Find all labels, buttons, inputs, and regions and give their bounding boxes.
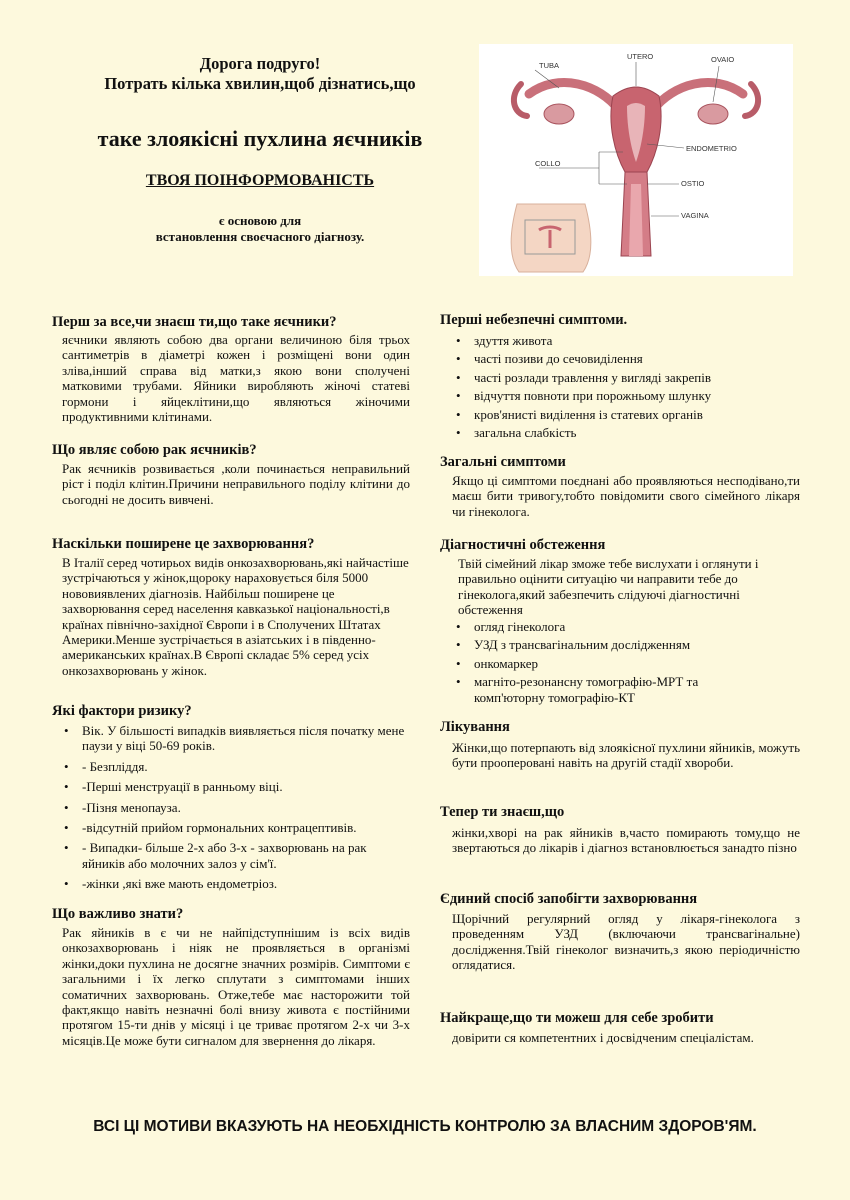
list-item: • часті позиви до сечовиділення <box>452 351 802 366</box>
first-symptoms-list <box>452 333 802 443</box>
what-cancer-title: Що являє собою рак яєчників? <box>52 442 257 458</box>
label-tuba: TUBA <box>539 61 560 70</box>
prevalence-text: В Італії серед чотирьох видів онкозахворювань,які найчастіше зустрічаються у жінок,щороку нараховується біля 5000 нововиявлених діагнозів. Найбільш поширене це захворювання серед населення кавказької національності,в країнах північно-західної Європи і в Сполучених Штатах Америки.Менше зустрічається в азіатських і в південно-американських країнах.В Європі складає 5% серед усіх онкозахворювань у жінок. <box>62 555 409 678</box>
list-item: • - Випадки- більше 2-х або 3-х - захворювань на рак яйників або молочних залоз у сім'ї. <box>60 840 410 871</box>
list-item: • часті розлади травлення у вигляді закрепів <box>452 370 802 385</box>
label-utero: UTERO <box>627 52 654 61</box>
list-item: • відчуття повноти при порожньому шлунку <box>452 388 802 403</box>
basis-text <box>20 213 500 245</box>
list-item: • УЗД з трансвагінальним дослідженням <box>452 637 800 652</box>
subtitle: ТВОЯ ПОІНФОРМОВАНІСТЬ <box>145 172 375 189</box>
prevention-title: Єдиний спосіб запобігти захворювання <box>440 891 698 907</box>
list-item: • онкомаркер <box>452 656 800 671</box>
risk-factors-list <box>60 723 410 897</box>
general-symptoms-title: Загальні симптоми <box>440 454 566 470</box>
important-text: Рак яйників в є чи не найпідступнішим із всіх видів онкозахворювань і ніяк не проявляється в організмі жінки,доки пухлина не досягне значних розмірів. Симптоми є загальними і їх легко сплутати з симптомами інших соматичних захворювань. Отже,тебе має насторожити той факт,якщо навіть незначні болі внизу живота є постійними протягом 15-ти днів у місяці і це триває протягом 2-х чи 3-х місяців.Це може бути сигналом для звернення до лікаря. <box>62 925 410 1048</box>
what-ovaries-text: яєчники являють собою два органи величиною біля трьох сантиметрів в діаметрі кожен і розміщені вони один зліва,інший справа від матки,з якою вони сполучені матковими трубами. Яйники виробляють жіночі статеві гормони і яйцеклітини,що являються жіночими продуктивними клітинами. <box>62 332 410 425</box>
list-item: • магніто-резонансну томографію-МРТ та комп'юторну томографію-КТ <box>452 674 800 705</box>
list-item: • Вік. У більшості випадків виявляється після початку мене паузи у віці 50-69 років. <box>60 723 410 754</box>
greeting: Дорога подруго! <box>199 54 321 73</box>
prevention-text: Щорічний регулярний огляд у лікаря-гінеколога з проведенням УЗД (включаючи трансвагінальне) дослідження.Твій гінеколог визначить,з якою періодичністю оглядатися. <box>452 911 800 973</box>
list-item: • -Пізня менопауза. <box>60 800 410 815</box>
now-you-know-text: жінки,хворі на рак яйників в,часто помирають тому,що не звертаються до лікарів і діагноз встановлюється занадто пізно <box>452 825 800 856</box>
label-collo: COLLO <box>535 159 561 168</box>
basis-line-1: є основою для <box>218 213 302 228</box>
list-item: • загальна слабкість <box>452 425 802 440</box>
diagnostics-title: Діагностичні обстеження <box>440 537 606 553</box>
list-item: • здуття живота <box>452 333 802 348</box>
label-endometrio: ENDOMETRIO <box>686 144 737 153</box>
list-item: • -жінки ,які вже мають ендометріоз. <box>60 876 410 891</box>
label-ostio: OSTIO <box>681 179 705 188</box>
uterus-illustration <box>479 44 793 276</box>
diagnostics-text: Твій сімейний лікар зможе тебе вислухати і оглянути і правильно оцінити ситуацію чи направити тебе до гінеколога,який забезпечить слідуючі діагностичні обстеження <box>458 556 759 618</box>
best-text: довірити ся компетентних і досвідченим спеціалістам. <box>452 1030 754 1045</box>
list-item: • -Перші менструації в ранньому віці. <box>60 779 410 794</box>
general-symptoms-text: Якщо ці симптоми поєднані або проявляються несподівано,ти маєш бити тривогу,тобто повідомити свого сімейного лікаря чи гінеколога. <box>452 473 800 519</box>
list-item: • кров'янисті виділення із статевих органів <box>452 407 802 422</box>
label-vagina: VAGINA <box>681 211 709 220</box>
important-title: Що важливо знати? <box>52 906 184 922</box>
list-item: • -відсутній прийом гормональних контрацептивів. <box>60 820 410 835</box>
prevalence-title: Наскільки поширене це захворювання? <box>52 536 315 552</box>
anatomy-diagram <box>479 44 793 276</box>
list-item: • - Безпліддя. <box>60 759 410 774</box>
header <box>20 54 500 94</box>
treatment-title: Лікування <box>440 719 510 735</box>
what-cancer-text: Рак яєчників розвивається ,коли починається неправильний ріст і поділ клітин.Причини неправильного поділу клітини до сьогодні не досить вивчені. <box>62 461 410 507</box>
diagnostics-list <box>452 619 800 708</box>
list-item: • огляд гінеколога <box>452 619 800 634</box>
best-title: Найкраще,що ти можеш для себе зробити <box>440 1010 714 1026</box>
intro-line: Потрать кілька хвилин,щоб дізнатись,що <box>104 74 416 93</box>
label-ovaio: OVAIO <box>711 55 735 64</box>
footer-banner: ВСІ ЦІ МОТИВИ ВКАЗУЮТЬ НА НЕОБХІДНІСТЬ КОНТРОЛЮ ЗА ВЛАСНИМ ЗДОРОВ'ЯМ. <box>93 1118 757 1135</box>
risk-factors-title: Які фактори ризику? <box>52 703 192 719</box>
treatment-text: Жінки,що потерпають від злоякісної пухлини яйників, можуть бути прооперовані навіть на другій стадії хвороби. <box>452 740 800 771</box>
what-ovaries-title: Перш за все,чи знаєш ти,що таке яєчники? <box>52 314 337 330</box>
first-symptoms-title: Перші небезпечні симптоми. <box>440 312 628 328</box>
now-you-know-title: Тепер ти знаєш,що <box>440 804 565 820</box>
basis-line-2: встановлення своєчасного діагнозу. <box>155 229 365 244</box>
page-title: таке злоякісні пухлина яєчників <box>97 126 423 151</box>
